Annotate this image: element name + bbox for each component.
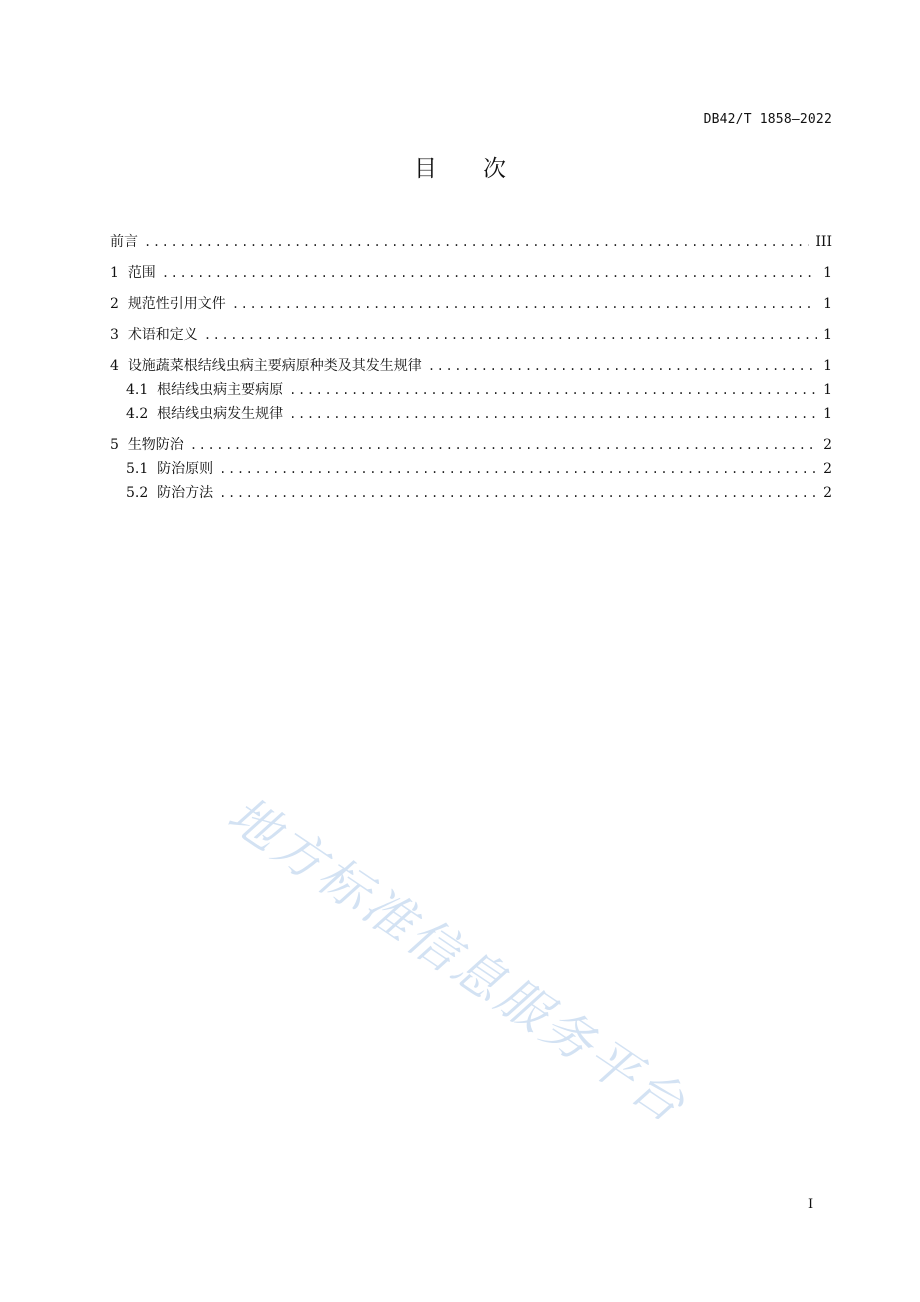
title-char-1: 目 (414, 156, 437, 182)
toc-entry-scope[interactable] (110, 264, 832, 282)
toc-leader-dots (144, 233, 809, 251)
toc-entry-label: 前言 (110, 234, 138, 250)
toc-entry-page: 1 (823, 406, 832, 422)
page-title (0, 150, 920, 183)
toc-leader-dots (428, 357, 817, 375)
toc-entry-label: 生物防治 (127, 437, 184, 453)
toc-entry-label: 术语和定义 (127, 327, 198, 343)
toc-entry-page: 1 (823, 382, 832, 398)
table-of-contents (110, 233, 832, 502)
toc-entry-page: 1 (823, 265, 832, 281)
page-number: I (808, 1197, 814, 1212)
toc-leader-dots (289, 405, 817, 423)
toc-entry-number: 5 (110, 437, 128, 453)
toc-entry-control-principles[interactable] (110, 460, 832, 478)
toc-entry-label: 防治原则 (157, 461, 214, 477)
toc-leader-dots (162, 264, 817, 282)
toc-entry-page: 1 (823, 296, 832, 312)
toc-entry-number: 5.2 (126, 485, 158, 501)
doc-code: DB42/T 1858—2022 (703, 112, 832, 127)
toc-entry-number: 4.1 (126, 382, 158, 398)
toc-entry-number: 3 (110, 327, 128, 343)
title-char-2: 次 (483, 156, 506, 182)
toc-entry-main-pathogens[interactable] (110, 381, 832, 399)
toc-entry-label: 规范性引用文件 (127, 296, 226, 312)
toc-entry-page: 1 (823, 327, 832, 343)
toc-leader-dots (219, 460, 817, 478)
toc-entry-pathogen-types[interactable] (110, 357, 832, 375)
toc-leader-dots (190, 436, 817, 454)
toc-entry-page: 1 (823, 358, 832, 374)
toc-entry-occurrence-pattern[interactable] (110, 405, 832, 423)
toc-entry-label: 设施蔬菜根结线虫病主要病原种类及其发生规律 (127, 358, 422, 374)
watermark: 地方标准信息服务平台 (217, 785, 698, 1136)
toc-entry-label: 根结线虫病主要病原 (157, 382, 284, 398)
toc-entry-page: 2 (823, 485, 832, 501)
toc-entry-biological-control[interactable] (110, 436, 832, 454)
toc-entry-number: 4.2 (126, 406, 158, 422)
toc-leader-dots (289, 381, 817, 399)
toc-entry-page: 2 (823, 437, 832, 453)
toc-entry-normative-references[interactable] (110, 295, 832, 313)
toc-entry-label: 范围 (127, 265, 156, 281)
toc-entry-terms-definitions[interactable] (110, 326, 832, 344)
toc-entry-number: 1 (110, 265, 128, 281)
toc-leader-dots (219, 484, 817, 502)
toc-entry-number: 5.1 (126, 461, 158, 477)
toc-entry-number: 2 (110, 296, 128, 312)
toc-leader-dots (204, 326, 817, 344)
toc-leader-dots (232, 295, 817, 313)
toc-entry-control-methods[interactable] (110, 484, 832, 502)
toc-entry-label: 根结线虫病发生规律 (157, 406, 284, 422)
toc-entry-page: 2 (823, 461, 832, 477)
toc-entry-page: III (815, 234, 832, 250)
toc-entry-foreword[interactable] (110, 233, 832, 251)
toc-entry-label: 防治方法 (157, 485, 214, 501)
toc-entry-number: 4 (110, 358, 128, 374)
